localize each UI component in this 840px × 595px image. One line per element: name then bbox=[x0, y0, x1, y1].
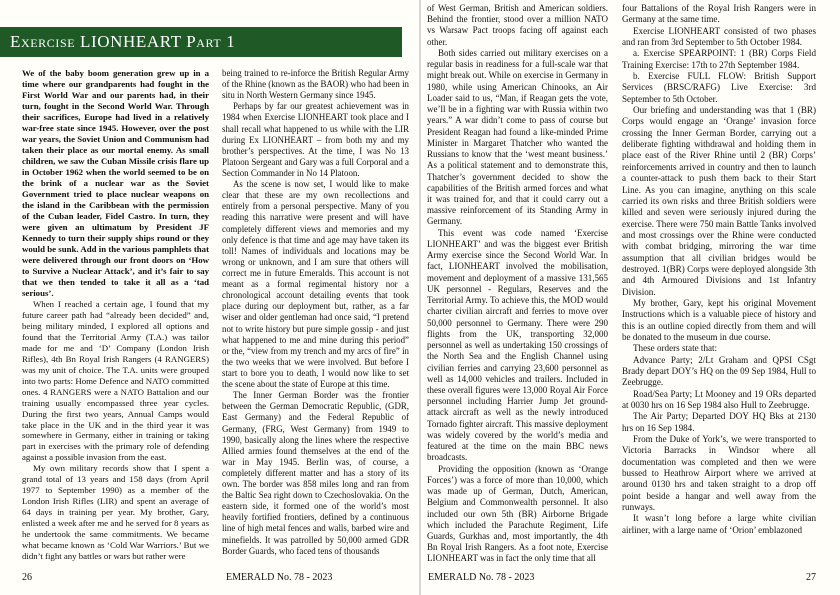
paragraph: Providing the opposition (known as ‘Orange Forces’) was a force of more than 10,000, which was made up of German, Dutch, American, Belgium and Commonwealth personnel. It also included our own 5th (BR) Airborne Brigade which included the Parachute Regiment, Life Guards, Gurkhas and, most importantly, the 4th Bn Royal Irish Rangers. As a foot note, Exercise LIONHEART was in fact the only time that all bbox=[427, 463, 608, 564]
text-column-1 bbox=[22, 68, 209, 562]
paragraph: The Inner German Border was the frontier between the German Democratic Republic, (GDR, East Germany) and the Federal Republic of Germany, (FRG, West Germany) from 1949 to 1990, basically along the lines where the respective Allied armies found themselves at the end of the war in May 1945. Berlin was, of course, a completely different matter and has a story of its own. The border was 858 miles long and ran from the Baltic Sea right down to Czechoslovakia. On the eastern side, it formed one of the world’s most heavily fortified frontiers, defined by a continuous line of high metal fences and walls, barbed wire and minefields. It was patrolled by 50,000 armed GDR Border Guards, who faced tens of thousands bbox=[222, 390, 409, 556]
paragraph: Perhaps by far our greatest achievement was in 1984 when Exercise LIONHEART took place and I shall recall what happened to us while with the LIR during Ex LIONHEART – from both my and my brother’s perspectives. At the time, I was No 13 Platoon Sergeant and Gary was a full Corporal and a Section Commander in No 14 Platoon. bbox=[222, 101, 409, 178]
left-page-number: 26 bbox=[22, 572, 32, 583]
paragraph: of West German, British and American soldiers. Behind the frontier, stood over a million NATO vs Warsaw Pact troops facing off against each other. bbox=[427, 3, 608, 47]
paragraph: This event was code named ‘Exercise LIONHEART’ and was the biggest ever British Army exercise since the Second World War. In fact, LIONHEART involved the mobilisation, movement and deployment of a massive 131,565 UK personnel - Regulars, Reserves and the Territorial Army. To achieve this, the MOD would charter civilian aircraft and ferries to move over 50,000 personnel to Germany. There were 290 flights from the UK, transporting 32,000 personnel as well as undertaking 150 crossings of the North Sea and the English Channel using civilian ferries and carrying 23,600 personnel as well as 14,000 vehicles and trailers. Included in these overall figures were 13,000 Royal Air Force personnel including Harrier Jump Jet ground-attack aircraft as well as the newly introduced Tornado fighter aircraft. This massive deployment was widely covered by the world’s media and featured at the time on the main BBC news broadcasts. bbox=[427, 227, 608, 463]
paragraph: Advance Party; 2/Lt Graham and QPSI CSgt Brady depart DOY’s HQ on the 09 Sep 1984, Hull to Zeebrugge. bbox=[622, 354, 816, 388]
paragraph: When I reached a certain age, I found that my future career path had “already been decided” and, being military minded, I explored all options and found that the Territorial Army (T.A.) was tailor made for me and ‘D’ Company (London Irish Rifles), 4th Bn Royal Irish Rangers (4 RANGERS) was my unit of choice. The T.A. units were grouped into two parts: Home Defence and NATO committed ones. 4 RANGERS were a NATO Battalion and our training usually encompassed three year cycles. During the first two years, Annual Camps would take place in the UK and in the third year it was somewhere in Germany, either in training or taking part in exercises with the primary role of defending against a possible invasion from the east. bbox=[22, 298, 209, 463]
paragraph: Exercise LIONHEART consisted of two phases and ran from 3rd September to 5th October 1984. bbox=[622, 25, 816, 48]
text-column-2 bbox=[222, 68, 409, 557]
paragraph: b. Exercise FULL FLOW: British Support Services (BRSC/RAFG) Live Exercise: 3rd September to 5th October. bbox=[622, 71, 816, 104]
paragraph: It wasn’t long before a large white civilian airliner, with a large name of ‘Orion’ emblazoned bbox=[622, 513, 816, 535]
text-column-3 bbox=[427, 3, 608, 565]
paragraph: Both sides carried out military exercises on a regular basis in readiness for a full-scale war that might break out. While on exercise in Germany in 1980, while using American Chinooks, an Air Loader said to us, “Man, if Reagan gets the vote, we’ll be in a fighting war with Russia within two years.” A war didn’t come to pass of course but President Reagan had found a like-minded Prime Minister in Margaret Thatcher who wanted the Russians to know that the ‘west meant business.’ As a political statement and to demonstrate this, Thatcher’s government decided to show the capabilities of the British armed forces and what it was trained for, and that it could carry out a massive reinforcement of its Standing Army in Germany. bbox=[427, 47, 608, 227]
paragraph: The Air Party; Departed DOY HQ Bks at 2130 hrs on 16 Sep 1984. bbox=[622, 411, 816, 433]
paragraph: From the Duke of York’s, we were transported to Victoria Barracks in Windsor where all documentation was completed and then we were bussed to Heathrow Airport where we arrived at around 0130 hrs and taken straight to a drop off point beside a hangar and well away from the runways. bbox=[622, 434, 816, 513]
paragraph: a. Exercise SPEARPOINT: 1 (BR) Corps Field Training Exercise: 17th to 27th September 1984. bbox=[622, 48, 816, 70]
text-column-4 bbox=[622, 3, 816, 536]
paragraph: These orders state that: bbox=[633, 343, 718, 354]
paragraph: My own military records show that I spent a grand total of 13 years and 158 days (from April 1977 to September 1990) as a member of the London Irish Rifles (LIR) and spent an average of 64 days in training per year. My brother, Gary, enlisted a week after me and he served for 8 years as he undertook the same commitments. We became what became known as ‘Cold War Warriors.’ But we didn’t fight any battles or wars but rather were bbox=[22, 463, 209, 562]
paragraph: being trained to re-inforce the British Regular Army of the Rhine (known as the BAOR) who had been in situ in North Western Germany since 1945. bbox=[222, 68, 409, 101]
right-footer-issue: EMERALD No. 78 - 2023 bbox=[428, 572, 535, 583]
article-title-banner: Exercise LIONHEART Part 1 bbox=[0, 27, 402, 57]
paragraph: Our briefing and understanding was that 1 (BR) Corps would engage an ‘Orange’ invasion force crossing the Inner German Border, carrying out a deliberate fighting withdrawal and holding them in place east of the River Rhine until 2 (BR) Corps’ reinforcements arrived in country and then to launch a counter-attack to push them back to their Start Line. As you can imagine, anything on this scale carried its own risks and three British soldiers were killed and seven were seriously injured during the exercise. There were 750 main Battle Tanks involved and most crossings over the Rhine were conducted with combat bridging, mirroring the war time assumption that all civilian bridges would be destroyed. 1(BR) Corps were deployed alongside 3th and 4th Armoured Divisions and 1st Infantry Division. bbox=[622, 105, 816, 297]
paragraph: As the scene is now set, I would like to make clear that these are my own recollections and entirely from a personal perspective. Many of you reading this narrative were present and will have completely different views and memories and my only defence is that time and age may have taken its toll! Names of individuals and locations may be wrong or unknown, and I am sure that others will correct me in future Emeralds. This account is not meant as a formal regimental history nor a chronological account detailing events that took place during our deployment but, rather, as a far wiser and older gentleman had once said, “I pretend not to write history but pure simple gossip - and just what happened to me and mine during this period” or the, “view from my trench and my arcs of fire” in the two weeks that we were involved. But before I start to bore you to death, I would now like to set the scene about the state of Europe at this time. bbox=[222, 179, 409, 390]
right-page-number: 27 bbox=[806, 572, 816, 583]
paragraph: We of the baby boom generation grew up in a time where our grandparents had fought in the First World War and our parents had, in their turn, fought in the Second World War. Through their sacrifices, Europe had lived in a relatively war-free state since 1945. However, over the post war years, the Soviet Union and Communism had taken their place as our mortal enemy. As small children, we saw the Cuban Missile crisis flare up in October 1962 when the world seemed to be on the brink of a nuclear war as the Soviet Government tried to place nuclear weapons on the island in the Caribbean with the permission of the Cuban leader, Fidel Castro. In turn, they were given an ultimatum by President JF Kennedy to turn their supply ships round or they would be sunk. Add in the various pamphlets that were delivered through our front doors on ‘How to Survive a Nuclear Attack’, and it’s fair to say that we then tended to take it all as a ‘tad serious’. bbox=[22, 68, 209, 298]
left-footer-issue: EMERALD No. 78 - 2023 bbox=[226, 572, 333, 583]
paragraph: four Battalions of the Royal Irish Rangers were in Germany at the same time. bbox=[622, 3, 816, 25]
paragraph: Road/Sea Party; Lt Mooney and 19 ORs departed at 0030 hrs on 16 Sep 1984 also Hull to Zeebrugge. bbox=[622, 388, 816, 411]
paragraph: My brother, Gary, kept his original Movement Instructions which is a valuable piece of history and this is an outline copied directly from them and will be donated to the museum in due course. bbox=[622, 297, 816, 342]
